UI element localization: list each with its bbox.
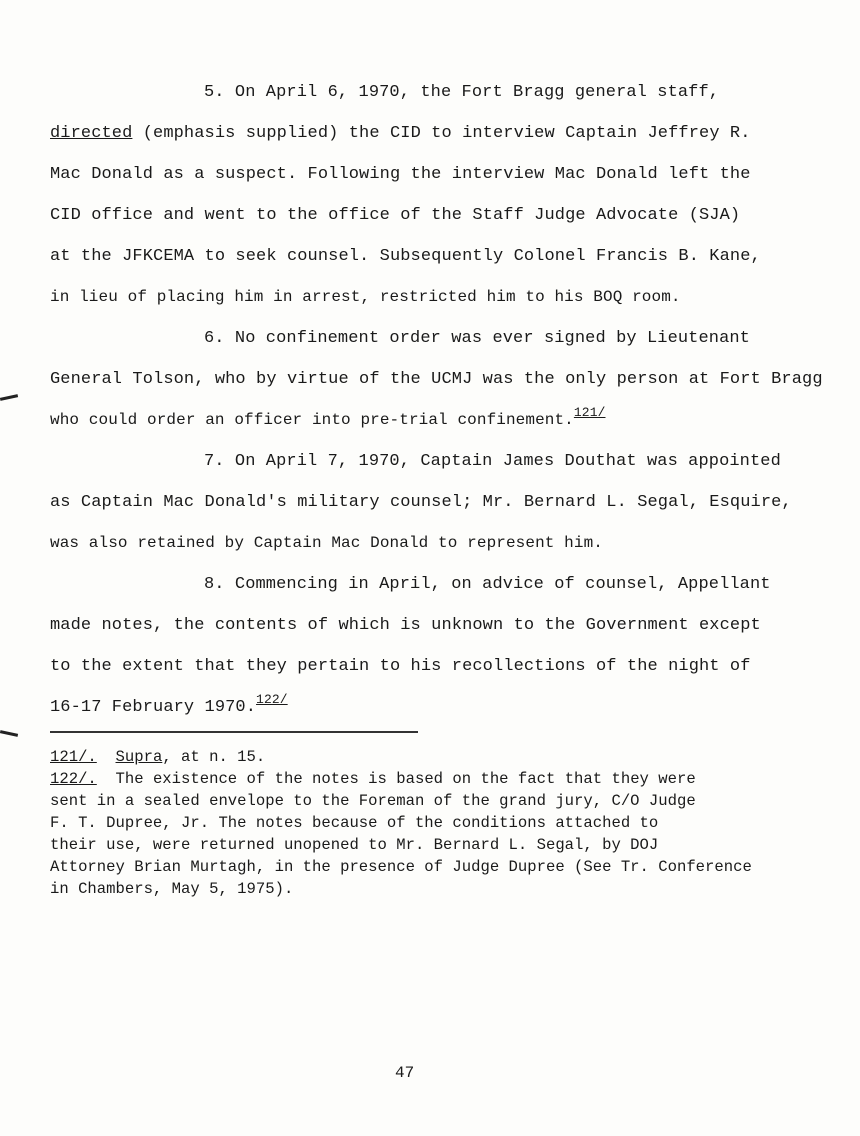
footnote-ref-121: 121/ <box>573 405 606 420</box>
scan-mark-upper <box>0 394 18 401</box>
para5-line6: in lieu of placing him in arrest, restricted him to his BOQ room. <box>50 288 681 306</box>
para5-line2 <box>50 124 751 143</box>
footnote-121 <box>50 748 265 766</box>
para7-line2: as Captain Mac Donald's military counsel; Mr. Bernard L. Segal, Esquire, <box>50 493 792 512</box>
para5-line5: at the JFKCEMA to seek counsel. Subsequently Colonel Francis B. Kane, <box>50 247 761 266</box>
footnote-122-line3: F. T. Dupree, Jr. The notes because of the conditions attached to <box>50 814 659 832</box>
para6-line3-text: who could order an officer into pre-trial confinement. <box>50 411 574 429</box>
para7-line3: was also retained by Captain Mac Donald to represent him. <box>50 534 603 552</box>
para5-line3: Mac Donald as a suspect. Following the interview Mac Donald left the <box>50 165 751 184</box>
page-number: 47 <box>395 1064 415 1082</box>
footnote-122-text1: The existence of the notes is based on the fact that they were <box>115 770 696 788</box>
para8-line3: to the extent that they pertain to his recollections of the night of <box>50 657 751 676</box>
footnote-ref-122: 122/ <box>256 692 288 707</box>
footnote-122-line2: sent in a sealed envelope to the Foreman of the grand jury, C/O Judge <box>50 792 696 810</box>
para8-line2: made notes, the contents of which is unknown to the Government except <box>50 616 761 635</box>
para6-line2: General Tolson, who by virtue of the UCMJ was the only person at Fort Bragg <box>50 370 823 389</box>
para8-line4-text: 16-17 February 1970. <box>50 698 257 717</box>
footnote-121-label: 121/. <box>50 748 97 766</box>
footnote-122-line4: their use, were returned unopened to Mr. Bernard L. Segal, by DOJ <box>50 836 659 854</box>
para5-line4: CID office and went to the office of the Staff Judge Advocate (SJA) <box>50 206 741 225</box>
footnote-121-rest: , at n. 15. <box>162 748 266 766</box>
footnote-122-line5: Attorney Brian Murtagh, in the presence of Judge Dupree (See Tr. Conference <box>50 858 752 876</box>
para8-line1: 8. Commencing in April, on advice of counsel, Appellant <box>204 575 771 594</box>
scan-mark-lower <box>0 730 18 737</box>
para5-line2-rest: (emphasis supplied) the CID to interview Captain Jeffrey R. <box>132 124 751 143</box>
footnote-121-supra: Supra <box>115 748 163 766</box>
footnote-122-label: 122/. <box>50 770 97 788</box>
para8-line4 <box>50 692 288 717</box>
para7-line1: 7. On April 7, 1970, Captain James Douthat was appointed <box>204 452 781 471</box>
footnote-122-line1 <box>50 770 696 788</box>
para5-line1: 5. On April 6, 1970, the Fort Bragg general staff, <box>204 83 720 102</box>
emphasis-directed: directed <box>50 124 133 143</box>
para6-line1: 6. No confinement order was ever signed by Lieutenant <box>204 329 750 348</box>
footnote-separator <box>50 731 418 733</box>
footnote-122-line6: in Chambers, May 5, 1975). <box>50 880 294 898</box>
para6-line3 <box>50 405 606 429</box>
